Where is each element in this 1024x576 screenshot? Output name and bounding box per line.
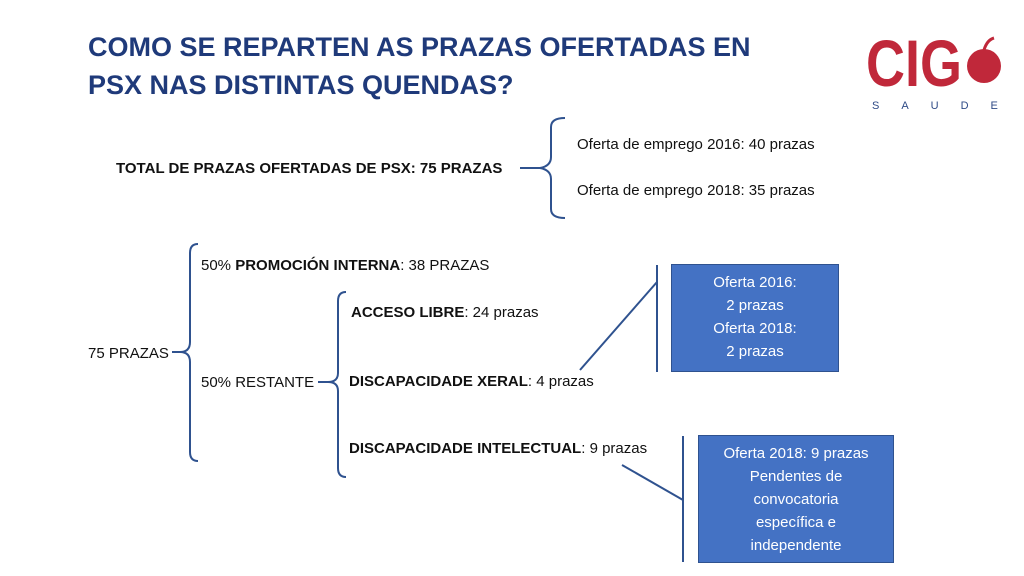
promocion-label: PROMOCIÓN INTERNA [235,257,401,274]
offer-2018: Oferta de emprego 2018: 35 prazas [577,182,815,199]
box-intelectual-line: independente [750,537,842,554]
discapacidade-intelectual [349,440,647,458]
discapacidade-xeral-label: DISCAPACIDADE XERAL [349,373,528,390]
acceso-libre-value: : 24 prazas [464,304,539,321]
promocion-prefix: 50% [201,257,236,274]
total-label: TOTAL DE PRAZAS OFERTADAS DE PSX: 75 PRAZAS [116,160,503,177]
bracket-restante [328,292,346,477]
box-xeral-line: Oferta 2018: [713,320,797,337]
box-xeral-line: Oferta 2016: [713,274,797,291]
connector-intelectual [622,465,683,500]
box-xeral-offers [671,264,839,372]
discapacidade-xeral [349,373,594,391]
box-xeral-line: 2 prazas [726,343,784,360]
discapacidade-intelectual-value: : 9 prazas [581,440,648,457]
promocion-value: : 38 PRAZAS [400,257,490,274]
box-intelectual-line: convocatoria [753,491,839,508]
box-intelectual-offers [698,435,894,563]
acceso-libre-label: ACCESO LIBRE [351,304,465,321]
box-xeral-line: 2 prazas [726,297,784,314]
restante: 50% RESTANTE [201,374,315,391]
box-intelectual-line: específica e [755,514,837,531]
root-75-prazas: 75 PRAZAS [88,345,169,362]
box-intelectual-line: Pendentes de [749,468,843,485]
logo-subtitle: SAUDE [872,100,1020,112]
offer-2016: Oferta de emprego 2016: 40 prazas [577,136,815,153]
bracket-75 [180,244,198,461]
connector-xeral [580,282,657,370]
box-intelectual-line: Oferta 2018: 9 prazas [723,445,869,462]
discapacidade-xeral-value: : 4 prazas [527,373,594,390]
bracket-total [540,118,565,218]
title-line-1: COMO SE REPARTEN AS PRAZAS OFERTADAS EN [88,32,751,62]
promocion-interna [201,257,489,275]
acceso-libre [351,304,539,322]
discapacidade-intelectual-label: DISCAPACIDADE INTELECTUAL [349,440,582,457]
logo-letters: CIG [866,26,962,100]
title-line-2: PSX NAS DISTINTAS QUENDAS? [88,70,514,100]
